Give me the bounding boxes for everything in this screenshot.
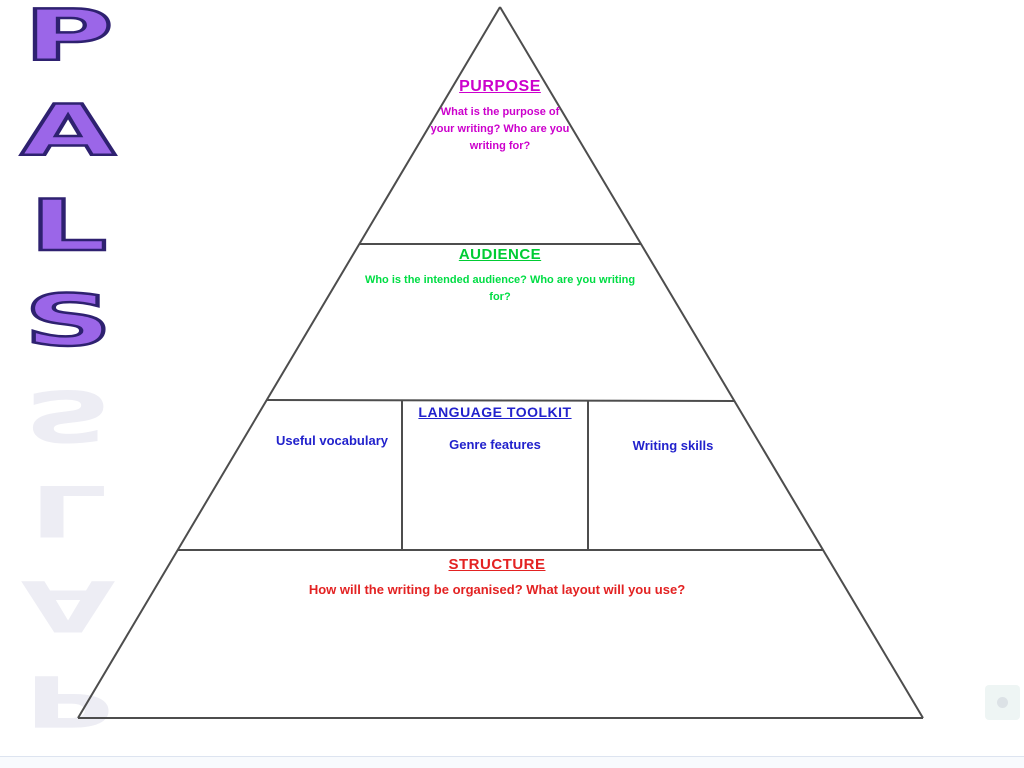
letter-p-reflection: P bbox=[23, 659, 114, 742]
purpose-body: What is the purpose of your writing? Who are you writing for? bbox=[430, 106, 570, 153]
letter-l-glyph: L bbox=[29, 184, 108, 267]
letter-l-reflection: L bbox=[29, 469, 108, 552]
purpose-title: PURPOSE bbox=[459, 78, 541, 95]
bottom-strip bbox=[0, 756, 1024, 768]
viewer-corner-dot-icon bbox=[997, 697, 1008, 708]
column-useful-vocabulary: Useful vocabulary bbox=[276, 433, 388, 448]
viewer-corner-button[interactable] bbox=[985, 685, 1020, 720]
letter-s-reflection: S bbox=[24, 374, 113, 457]
structure-body: How will the writing be organised? What layout will you use? bbox=[308, 582, 686, 597]
letter-p-glyph: P bbox=[23, 0, 114, 77]
column-writing-skills: Writing skills bbox=[632, 438, 714, 453]
audience-body: Who is the intended audience? Who are you writing for? bbox=[364, 274, 636, 303]
letter-s-glyph: S bbox=[24, 279, 113, 362]
audience-title: AUDIENCE bbox=[458, 246, 542, 263]
language-toolkit-divider bbox=[267, 400, 734, 401]
column-genre-features: Genre features bbox=[449, 437, 541, 452]
language-toolkit-title: LANGUAGE TOOLKIT bbox=[418, 404, 572, 420]
structure-title: STRUCTURE bbox=[448, 556, 546, 573]
letter-a-glyph: A bbox=[21, 89, 116, 172]
letter-a-reflection: A bbox=[21, 564, 116, 647]
